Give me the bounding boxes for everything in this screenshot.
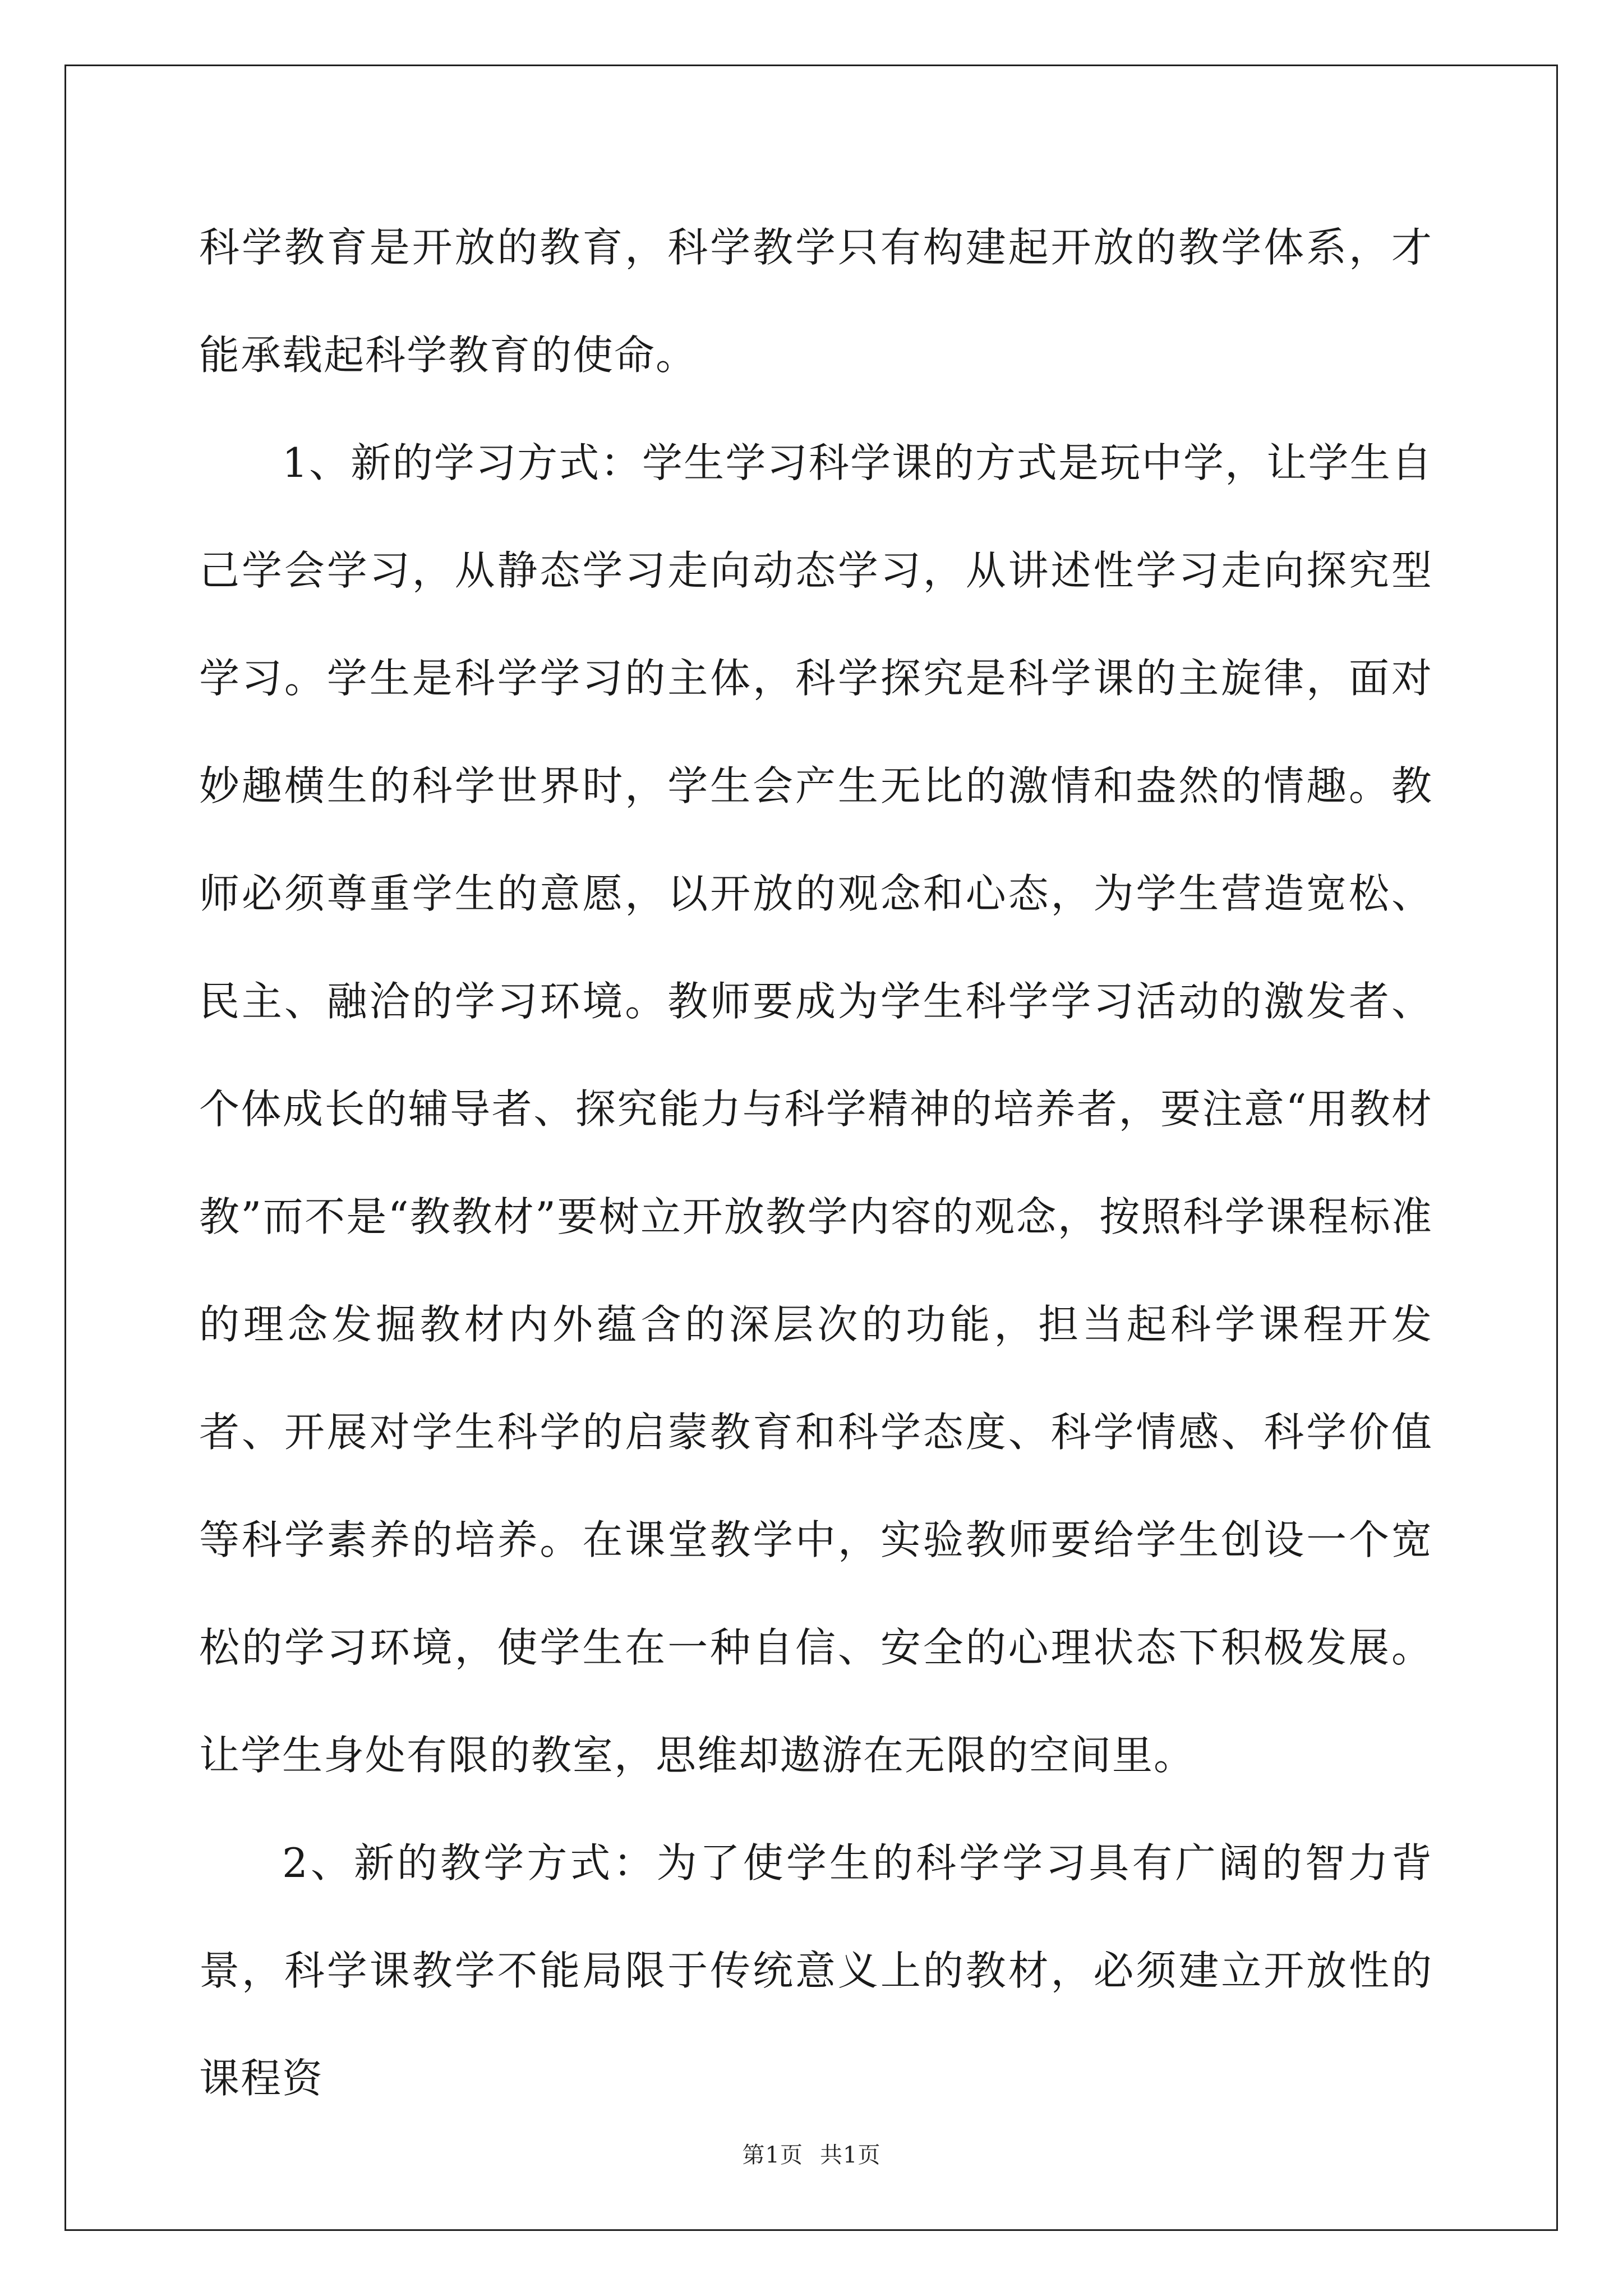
page-footer [0, 2137, 1623, 2169]
paragraph-new-learning-method: 1、新的学习方式：学生学习科学课的方式是玩中学，让学生自己学会学习，从静态学习走向动态学习，从讲述性学习走向探究型学习。学生是科学学习的主体，科学探究是科学课的主旋律，面对妙趣横生的科学世界时，学生会产生无比的激情和盎然的情趣。教师必须尊重学生的意愿，以开放的观念和心态，为学生营造宽松、民主、融洽的学习环境。教师要成为学生科学学习活动的激发者、个体成长的辅导者、探究能力与科学精神的培养者，要注意“用教材教”而不是“教教材”要树立开放教学内容的观念，按照科学课程标准的理念发掘教材内外蕴含的深层次的功能，担当起科学课程开发者、开展对学生科学的启蒙教育和科学态度、科学情感、科学价值等科学素养的培养。在课堂教学中，实验教师要给学生创设一个宽松的学习环境，使学生在一种自信、安全的心理状态下积极发展。让学生身处有限的教室，思维却遨游在无限的空间里。 [199, 439, 1433, 1779]
document-body [199, 194, 1433, 2132]
paragraph-intro: 科学教育是开放的教育，科学教学只有构建起开放的教学体系，才能承载起科学教育的使命。 [199, 224, 1433, 379]
page-total: 共1页 [820, 2142, 881, 2168]
page-number: 第1页 [742, 2142, 803, 2168]
paragraph-new-teaching-method: 2、新的教学方式：为了使学生的科学学习具有广阔的智力背景，科学课教学不能局限于传统意义上的教材，必须建立开放性的课程资 [199, 1839, 1433, 2102]
